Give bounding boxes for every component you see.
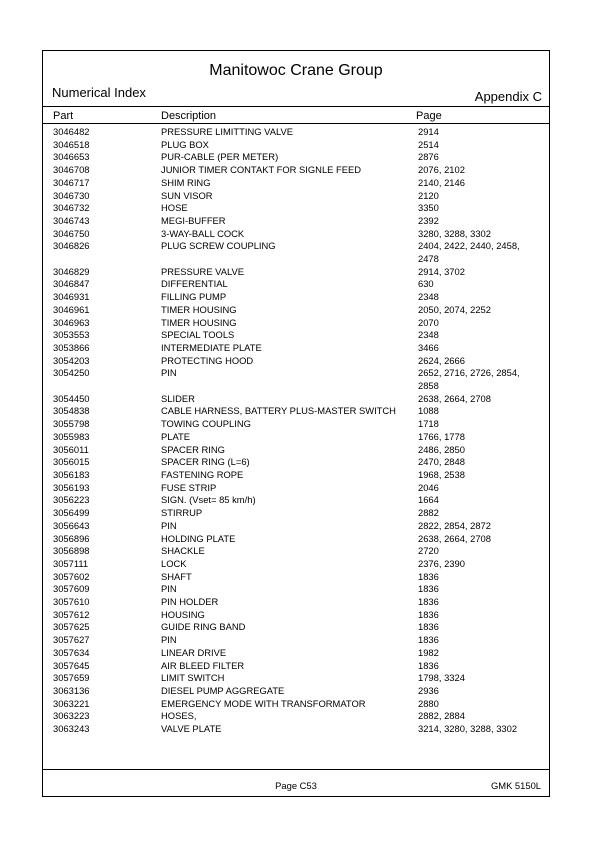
part-description: FILLING PUMP [161, 291, 227, 303]
part-description: PIN HOLDER [161, 596, 219, 608]
part-description: LINEAR DRIVE [161, 646, 227, 658]
part-description: CABLE HARNESS, BATTERY PLUS-MASTER SWITCH [161, 405, 396, 417]
part-number: 3046730 [53, 189, 90, 201]
page-reference: 2624, 2666 [418, 354, 465, 366]
page-reference: 1718 [418, 418, 439, 430]
table-row [43, 520, 549, 533]
part-description: HOLDING PLATE [161, 532, 236, 544]
table-row [43, 418, 549, 431]
part-number: 3046708 [53, 164, 90, 176]
page-reference: 630 [418, 278, 434, 290]
table-row [43, 698, 549, 711]
page-reference: 2720 [418, 545, 439, 557]
part-description: AIR BLEED FILTER [161, 659, 245, 671]
table-row [43, 647, 549, 660]
table-row [43, 685, 549, 698]
part-number: 3046518 [53, 138, 90, 150]
part-number: 3063243 [53, 723, 90, 735]
part-description: SHIM RING [161, 176, 211, 188]
part-number: 3057627 [53, 634, 90, 646]
table-row [43, 393, 549, 406]
part-number: 3054250 [53, 367, 90, 379]
table-row [43, 329, 549, 342]
table-row [43, 469, 549, 482]
part-description: FUSE STRIP [161, 481, 217, 493]
page-reference: 1836 [418, 570, 439, 582]
part-number: 3054450 [53, 392, 90, 404]
part-number: 3046653 [53, 151, 90, 163]
table-row [43, 545, 549, 558]
page-reference: 2046 [418, 481, 439, 493]
page-reference: 2348 [418, 291, 439, 303]
page-reference: 2652, 2716, 2726, 2854, 2858 [418, 367, 520, 392]
part-description: SHACKLE [161, 545, 205, 557]
part-description: SPECIAL TOOLS [161, 329, 235, 341]
table-row [43, 291, 549, 304]
part-number: 3054838 [53, 405, 90, 417]
part-description: TIMER HOUSING [161, 316, 237, 328]
part-number: 3053866 [53, 341, 90, 353]
table-row [43, 723, 549, 736]
part-description: PIN [161, 634, 177, 646]
page-reference: 2914, 3702 [418, 265, 465, 277]
page-reference: 2470, 2848 [418, 456, 465, 468]
part-description: INTERMEDIATE PLATE [161, 341, 262, 353]
part-number: 3055798 [53, 418, 90, 430]
part-description: HOUSING [161, 608, 205, 620]
table-row [43, 444, 549, 457]
part-number: 3063136 [53, 684, 90, 696]
part-description: PLUG SCREW COUPLING [161, 240, 276, 252]
table-row [43, 558, 549, 571]
page-reference: 3214, 3280, 3288, 3302 [418, 723, 518, 735]
page-reference: 1836 [418, 659, 439, 671]
page-reference: 3350 [418, 202, 439, 214]
part-description: VALVE PLATE [161, 723, 222, 735]
part-description: PRESSURE LIMITTING VALVE [161, 126, 293, 137]
part-number: 3057609 [53, 583, 90, 595]
part-description: 3-WAY-BALL COCK [161, 227, 245, 239]
part-number: 3057610 [53, 596, 90, 608]
part-number: 3056011 [53, 443, 89, 455]
table-row [43, 621, 549, 634]
part-description: PUR-CABLE (PER METER) [161, 151, 279, 163]
table-row [43, 317, 549, 330]
table-row [43, 634, 549, 647]
table-row [43, 494, 549, 507]
column-header-divider [43, 123, 549, 124]
part-description: GUIDE RING BAND [161, 621, 246, 633]
part-number: 3056898 [53, 545, 90, 557]
table-row [43, 660, 549, 673]
part-number: 3063223 [53, 710, 90, 722]
page-reference: 2914 [418, 126, 439, 137]
table-row [43, 190, 549, 203]
part-description: MEGI-BUFFER [161, 214, 226, 226]
page-reference: 1836 [418, 621, 439, 633]
table-row [43, 507, 549, 520]
part-number: 3046732 [53, 202, 90, 214]
part-description: PIN [161, 367, 177, 379]
part-number: 3046961 [53, 303, 90, 315]
page-reference: 2120 [418, 189, 439, 201]
table-row [43, 215, 549, 228]
column-header-page: Page [416, 110, 442, 122]
part-number: 3046750 [53, 227, 90, 239]
index-table [43, 126, 549, 736]
table-row [43, 177, 549, 190]
table-row [43, 672, 549, 685]
part-description: FASTENING ROPE [161, 468, 244, 480]
table-row [43, 367, 549, 392]
page-reference: 2638, 2664, 2708 [418, 532, 491, 544]
part-number: 3056183 [53, 468, 90, 480]
page-reference: 2514 [418, 138, 439, 150]
page-reference: 1836 [418, 634, 439, 646]
page-reference: 2070 [418, 316, 439, 328]
part-number: 3046482 [53, 126, 90, 137]
page-reference: 2882 [418, 507, 439, 519]
page-reference: 1968, 2538 [418, 468, 465, 480]
part-description: SUN VISOR [161, 189, 213, 201]
page-reference: 1836 [418, 596, 439, 608]
part-number: 3053553 [53, 329, 90, 341]
table-row [43, 571, 549, 584]
part-description: DIESEL PUMP AGGREGATE [161, 684, 285, 696]
part-description: JUNIOR TIMER CONTAKT FOR SIGNLE FEED [161, 164, 362, 176]
part-number: 3046963 [53, 316, 90, 328]
page-reference: 1664 [418, 494, 439, 506]
part-number: 3055983 [53, 430, 90, 442]
part-description: DIFFERENTIAL [161, 278, 228, 290]
part-description: TIMER HOUSING [161, 303, 237, 315]
appendix-label: Appendix C [474, 89, 542, 104]
part-number: 3056643 [53, 519, 90, 531]
page-reference: 2638, 2664, 2708 [418, 392, 491, 404]
footer-divider [43, 769, 549, 770]
part-description: PLUG BOX [161, 138, 209, 150]
table-row [43, 240, 549, 265]
page-reference: 2348 [418, 329, 439, 341]
page-reference: 2936 [418, 684, 439, 696]
part-number: 3056896 [53, 532, 90, 544]
part-number: 3056015 [53, 456, 90, 468]
part-description: PIN [161, 583, 177, 595]
page-reference: 2392 [418, 214, 439, 226]
part-number: 3056223 [53, 494, 90, 506]
part-number: 3057612 [53, 608, 90, 620]
part-number: 3057659 [53, 672, 90, 684]
table-row [43, 456, 549, 469]
part-number: 3046717 [53, 176, 90, 188]
table-row [43, 342, 549, 355]
table-row [43, 126, 549, 139]
section-title: Numerical Index [52, 85, 146, 100]
table-row [43, 266, 549, 279]
part-description: HOSE [161, 202, 188, 214]
part-number: 3056193 [53, 481, 90, 493]
part-description: PRESSURE VALVE [161, 265, 245, 277]
table-row [43, 431, 549, 444]
page-reference: 2376, 2390 [418, 557, 465, 569]
page-reference: 2050, 2074, 2252 [418, 303, 491, 315]
table-row [43, 304, 549, 317]
part-number: 3046826 [53, 240, 90, 252]
company-title: Manitowoc Crane Group [209, 62, 383, 79]
part-description: PROTECTING HOOD [161, 354, 254, 366]
page-reference: 3466 [418, 341, 439, 353]
page-reference: 2404, 2422, 2440, 2458, 2478 [418, 240, 520, 265]
table-row [43, 278, 549, 291]
table-row [43, 202, 549, 215]
table-row [43, 609, 549, 622]
part-description: STIRRUP [161, 507, 203, 519]
part-number: 3046829 [53, 265, 90, 277]
part-number: 3046743 [53, 214, 90, 226]
page-reference: 2076, 2102 [418, 164, 465, 176]
part-description: SHAFT [161, 570, 192, 582]
footer-model: GMK 5150L [490, 780, 541, 791]
part-number: 3054203 [53, 354, 90, 366]
part-description: LOCK [161, 557, 187, 569]
part-number: 3046847 [53, 278, 90, 290]
part-number: 3057111 [53, 557, 89, 569]
page-reference: 2880 [418, 697, 439, 709]
page-reference: 1798, 3324 [418, 672, 465, 684]
part-description: EMERGENCY MODE WITH TRANSFORMATOR [161, 697, 366, 709]
page-reference: 1836 [418, 583, 439, 595]
table-row [43, 228, 549, 241]
part-number: 3057634 [53, 646, 90, 658]
table-row [43, 164, 549, 177]
table-row [43, 583, 549, 596]
part-description: LIMIT SWITCH [161, 672, 225, 684]
header-divider [43, 106, 549, 107]
part-description: PLATE [161, 430, 191, 442]
page-reference: 1088 [418, 405, 439, 417]
part-description: TOWING COUPLING [161, 418, 251, 430]
part-number: 3057645 [53, 659, 90, 671]
table-row [43, 596, 549, 609]
part-number: 3046931 [53, 291, 90, 303]
part-description: HOSES, [161, 710, 197, 722]
footer-page-number: Page C53 [275, 780, 317, 791]
table-row [43, 482, 549, 495]
part-description: SPACER RING [161, 443, 225, 455]
part-number: 3056499 [53, 507, 90, 519]
page-reference: 2140, 2146 [418, 176, 465, 188]
page-frame [42, 50, 550, 797]
part-description: PIN [161, 519, 177, 531]
page-reference: 2882, 2884 [418, 710, 465, 722]
page-reference: 3280, 3288, 3302 [418, 227, 491, 239]
table-row [43, 355, 549, 368]
page-reference: 2486, 2850 [418, 443, 465, 455]
page-reference: 1766, 1778 [418, 430, 465, 442]
page-reference: 1836 [418, 608, 439, 620]
part-description: SIGN. (Vset= 85 km/h) [161, 494, 256, 506]
page-reference: 2876 [418, 151, 439, 163]
table-row [43, 139, 549, 152]
column-header-part: Part [53, 110, 74, 122]
table-row [43, 710, 549, 723]
part-description: SPACER RING (L=6) [161, 456, 250, 468]
page-reference: 2822, 2854, 2872 [418, 519, 491, 531]
table-row [43, 533, 549, 546]
part-number: 3063221 [53, 697, 90, 709]
part-number: 3057602 [53, 570, 90, 582]
part-description: SLIDER [161, 392, 195, 404]
table-row [43, 151, 549, 164]
page-reference: 1982 [418, 646, 439, 658]
part-number: 3057625 [53, 621, 90, 633]
table-row [43, 405, 549, 418]
column-header-description: Description [161, 110, 217, 122]
